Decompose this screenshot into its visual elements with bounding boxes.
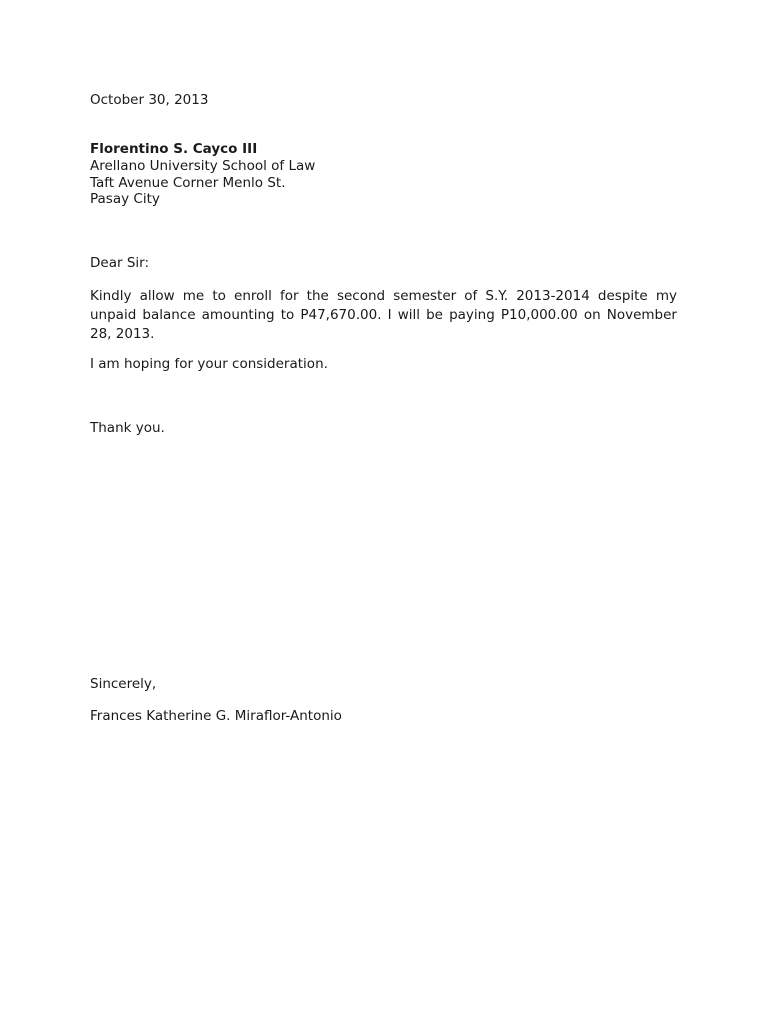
recipient-address-line: Pasay City: [90, 191, 160, 207]
closing: Sincerely,: [90, 676, 157, 692]
body-paragraph: [90, 287, 677, 344]
consideration-line: I am hoping for your consideration.: [90, 356, 328, 372]
letter-date: October 30, 2013: [90, 92, 209, 108]
recipient-name: Florentino S. Cayco III: [90, 141, 258, 157]
thanks-line: Thank you.: [90, 420, 165, 436]
recipient-address-line: Arellano University School of Law: [90, 158, 316, 174]
body-line: 28, 2013.: [90, 326, 155, 342]
body-line: Kindly allow me to enroll for the second semester of S.Y. 2013-2014 despite my: [90, 288, 677, 304]
recipient-address-line: Taft Avenue Corner Menlo St.: [90, 175, 286, 191]
salutation: Dear Sir:: [90, 255, 149, 271]
signature-name: Frances Katherine G. Miraflor-Antonio: [90, 708, 342, 724]
body-line: unpaid balance amounting to P47,670.00. I will be paying P10,000.00 on November: [90, 307, 677, 323]
